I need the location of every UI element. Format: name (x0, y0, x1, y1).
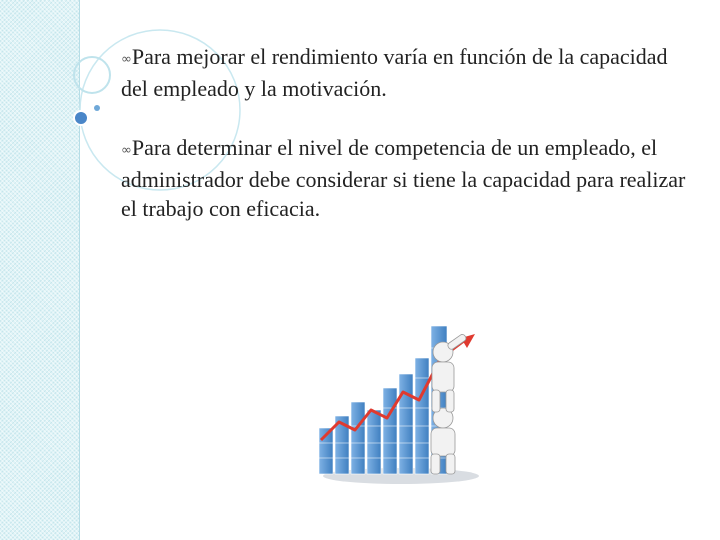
small-dot-icon (94, 105, 100, 111)
bullet-text: Para determinar el nivel de competencia de un empleado, el administrador debe considerar si tiene la capacidad para realizar el trabajo con eficacia. (121, 135, 686, 221)
bar (383, 388, 397, 474)
slide-body (121, 42, 696, 253)
bar (415, 358, 429, 474)
side-band-edge (79, 0, 80, 540)
teamwork-figures (431, 333, 467, 474)
bar (399, 374, 413, 474)
bar (367, 410, 381, 474)
infinity-bullet-icon: ∞ (121, 52, 132, 67)
decorative-side-band (0, 0, 79, 540)
bar (351, 402, 365, 474)
chart-bars (319, 326, 447, 474)
bullet-item (121, 42, 696, 103)
bullet-text: Para mejorar el rendimiento varía en función de la capacidad del empleado y la motivación. (121, 44, 668, 101)
growth-chart-teamwork-illustration (315, 318, 487, 490)
bullet-item (121, 133, 696, 223)
infinity-bullet-icon: ∞ (121, 143, 132, 158)
